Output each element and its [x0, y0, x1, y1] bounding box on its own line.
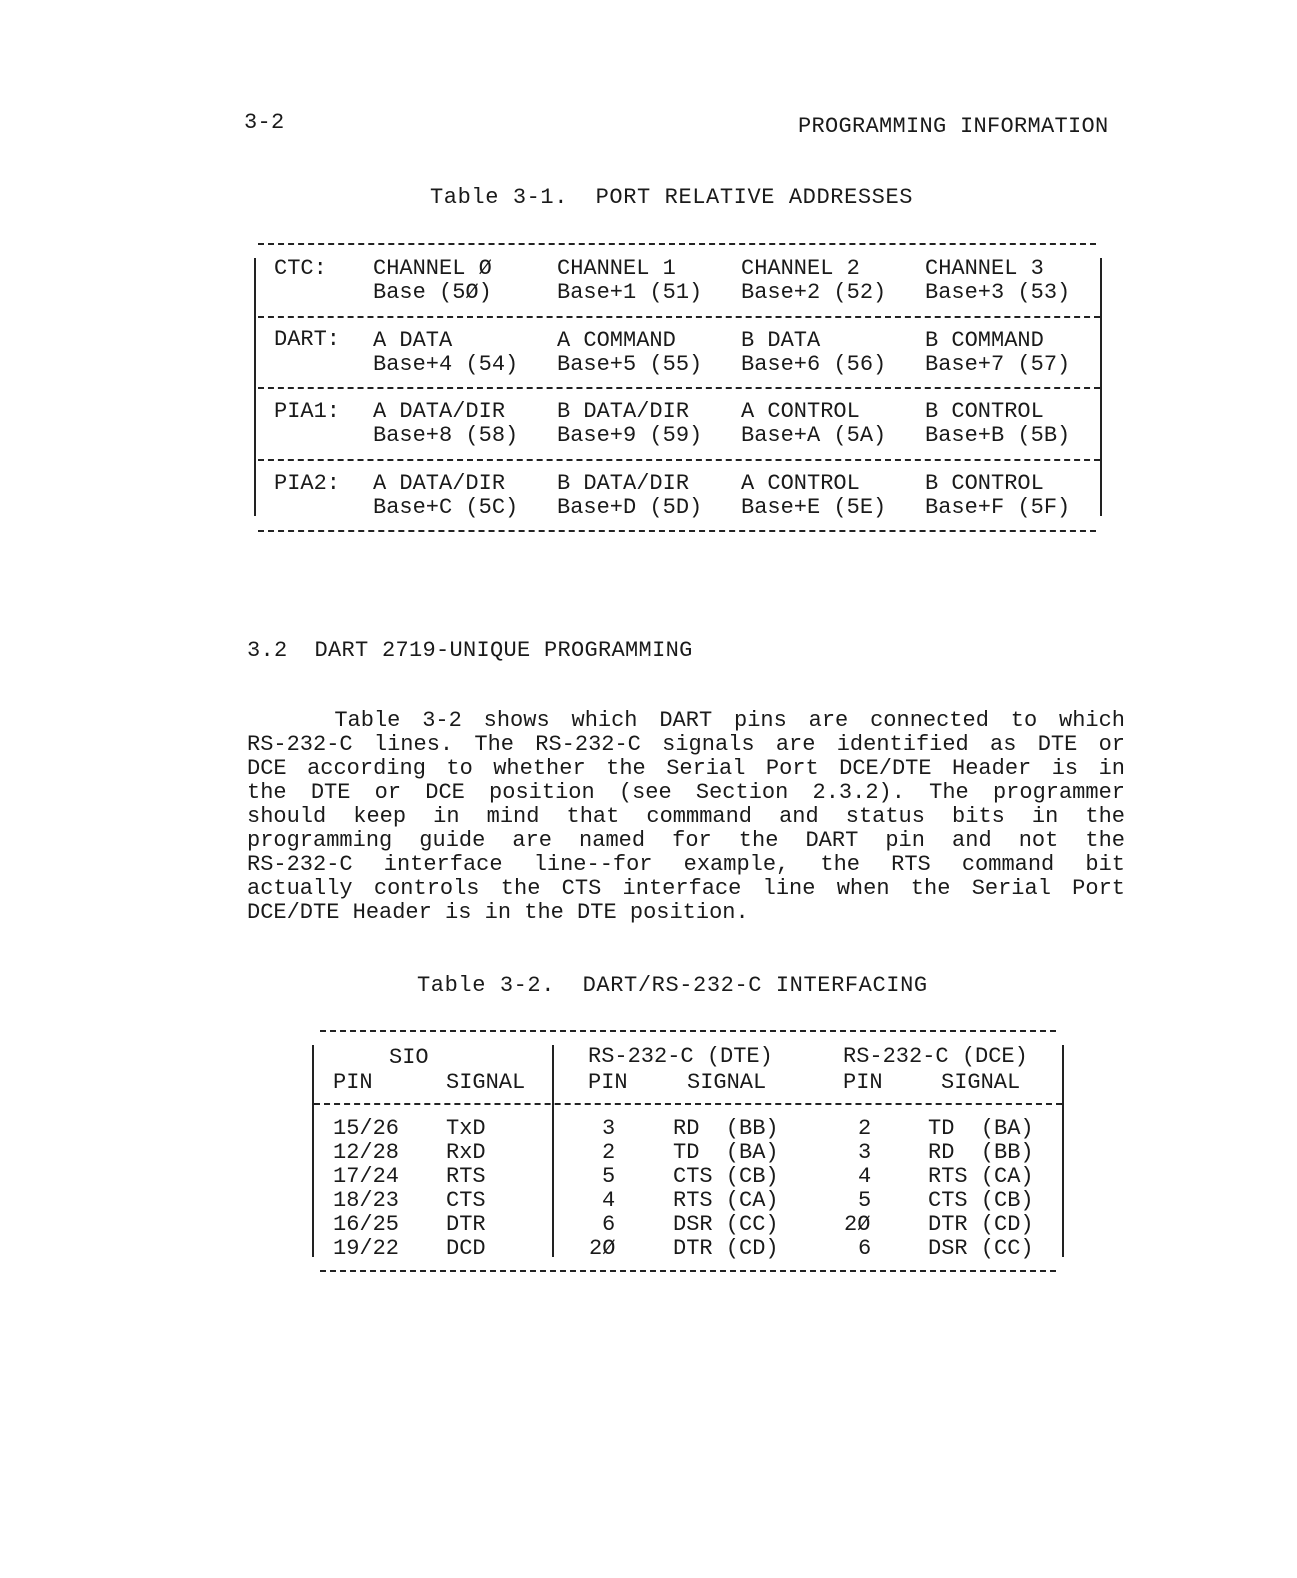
paragraph-line: RS-232-C interface line--for example, the RTS command bit — [247, 852, 1125, 877]
table1-cell: Base+6 (56) — [741, 352, 887, 377]
table2-cell: 18/23 — [333, 1188, 400, 1213]
table2-cell: DTR (CD) — [928, 1212, 1034, 1237]
paragraph-line: Table 3-2 shows which DART pins are connected to which — [247, 708, 1125, 733]
table2-cell: 12/28 — [333, 1140, 400, 1165]
table1-cell: B CONTROL — [925, 471, 1044, 496]
table1-cell: B CONTROL — [925, 399, 1044, 424]
table2-col-header: PIN — [843, 1070, 883, 1095]
table1-cell: Base+8 (58) — [373, 423, 519, 448]
table2-cell: TxD — [446, 1116, 486, 1141]
table2-cell: 2 — [858, 1116, 872, 1141]
table2-cell: CTS (CB) — [673, 1164, 779, 1189]
table2-divider — [552, 1045, 554, 1257]
table2-col-header: PIN — [588, 1070, 628, 1095]
table1-cell: CHANNEL 2 — [741, 256, 860, 281]
paragraph-line: the DTE or DCE position (see Section 2.3.2). The programmer — [247, 780, 1125, 805]
table1-rule-3 — [258, 459, 1100, 461]
table1-caption: Table 3-1. PORT RELATIVE ADDRESSES — [430, 185, 914, 210]
table1-cell: Base+A (5A) — [741, 423, 887, 448]
table2-cell: 4 — [602, 1188, 616, 1213]
table2-cell: RD (BB) — [928, 1140, 1034, 1165]
table1-cell: Base+3 (53) — [925, 280, 1071, 305]
table1-cell: Base+D (5D) — [557, 495, 703, 520]
table2-cell: CTS (CB) — [928, 1188, 1034, 1213]
table2-cell: RTS (CA) — [673, 1188, 779, 1213]
table1-cell: Base+2 (52) — [741, 280, 887, 305]
table2-cell: 2Ø — [589, 1236, 616, 1261]
table2-rule-header — [314, 1103, 1062, 1105]
table1-cell: CHANNEL 3 — [925, 256, 1044, 281]
paragraph-line: RS-232-C lines. The RS-232-C signals are identified as DTE or — [247, 732, 1125, 757]
table2-cell: RTS (CA) — [928, 1164, 1034, 1189]
table2-cell: 19/22 — [333, 1236, 400, 1261]
table2-cell: DTR (CD) — [673, 1236, 779, 1261]
paragraph-line: DCE according to whether the Serial Port DCE/DTE Header is in — [247, 756, 1125, 781]
table1-cell: Base (5Ø) — [373, 280, 492, 305]
table2-cell: 15/26 — [333, 1116, 400, 1141]
table1-rule-1 — [258, 316, 1100, 318]
table2-cell: 3 — [602, 1116, 616, 1141]
table2-cell: 6 — [602, 1212, 616, 1237]
table2-cell: 5 — [602, 1164, 616, 1189]
table1-device-pia1: PIA1: — [274, 399, 341, 424]
table2-cell: DCD — [446, 1236, 486, 1261]
table1-cell: A DATA — [373, 328, 453, 353]
section-heading: 3.2 DART 2719-UNIQUE PROGRAMMING — [247, 638, 693, 663]
table2-rule-top — [320, 1030, 1056, 1032]
table2-cell: 6 — [858, 1236, 872, 1261]
paragraph-line: should keep in mind that commmand and status bits in the — [247, 804, 1125, 829]
table2-cell: RTS — [446, 1164, 486, 1189]
table2-cell: 17/24 — [333, 1164, 400, 1189]
table2-cell: 5 — [858, 1188, 872, 1213]
table1-cell: Base+4 (54) — [373, 352, 519, 377]
table1-cell: Base+C (5C) — [373, 495, 519, 520]
table1-right-border — [1100, 258, 1102, 516]
table1-cell: Base+1 (51) — [557, 280, 703, 305]
table2-group-dte: RS-232-C (DTE) — [588, 1044, 773, 1069]
table1-cell: Base+5 (55) — [557, 352, 703, 377]
table2-cell: 3 — [858, 1140, 872, 1165]
table1-device-dart: DART: — [274, 327, 341, 352]
table1-cell: B COMMAND — [925, 328, 1044, 353]
table2-cell: 16/25 — [333, 1212, 400, 1237]
table2-cell: CTS — [446, 1188, 486, 1213]
paragraph-line: actually controls the CTS interface line when the Serial Port — [247, 876, 1125, 901]
table2-cell: TD (BA) — [928, 1116, 1034, 1141]
table1-cell: A DATA/DIR — [373, 399, 506, 424]
table1-cell: CHANNEL Ø — [373, 256, 492, 281]
table1-rule-top — [258, 243, 1096, 245]
table1-cell: Base+7 (57) — [925, 352, 1071, 377]
table2-cell: DSR (CC) — [928, 1236, 1034, 1261]
table2-caption: Table 3-2. DART/RS-232-C INTERFACING — [417, 973, 928, 998]
running-head: PROGRAMMING INFORMATION — [798, 114, 1109, 139]
table1-cell: CHANNEL 1 — [557, 256, 676, 281]
table1-cell: B DATA — [741, 328, 821, 353]
table2-group-dce: RS-232-C (DCE) — [843, 1044, 1028, 1069]
section-paragraph — [247, 709, 1125, 925]
table2-col-header: SIGNAL — [687, 1070, 767, 1095]
table2-rule-bottom — [320, 1270, 1056, 1272]
table1-left-border — [254, 258, 256, 516]
table2-cell: DTR — [446, 1212, 486, 1237]
table1-device-pia2: PIA2: — [274, 471, 341, 496]
table1-cell: A COMMAND — [557, 328, 676, 353]
table2-right-border — [1062, 1045, 1064, 1257]
table1-cell: A CONTROL — [741, 471, 860, 496]
table2-group-sio: SIO — [389, 1045, 429, 1070]
table2-left-border — [312, 1045, 314, 1257]
paragraph-line: programming guide are named for the DART pin and not the — [247, 828, 1125, 853]
table1-cell: Base+F (5F) — [925, 495, 1071, 520]
table1-cell: B DATA/DIR — [557, 471, 690, 496]
page-number: 3-2 — [244, 110, 285, 135]
table1-cell: A DATA/DIR — [373, 471, 506, 496]
table2-cell: 4 — [858, 1164, 872, 1189]
table2-cell: TD (BA) — [673, 1140, 779, 1165]
table2-cell: 2 — [602, 1140, 616, 1165]
table1-rule-2 — [258, 387, 1100, 389]
table1-device-ctc: CTC: — [274, 256, 327, 281]
table1-cell: Base+B (5B) — [925, 423, 1071, 448]
paragraph-line: DCE/DTE Header is in the DTE position. — [247, 900, 749, 925]
table2-cell: 2Ø — [844, 1212, 871, 1237]
table1-cell: Base+E (5E) — [741, 495, 887, 520]
table2-col-header: SIGNAL — [446, 1070, 526, 1095]
table1-rule-bottom — [258, 530, 1096, 532]
table2-col-header: PIN — [333, 1070, 373, 1095]
table2-col-header: SIGNAL — [941, 1070, 1021, 1095]
table2-cell: DSR (CC) — [673, 1212, 779, 1237]
table1-cell: B DATA/DIR — [557, 399, 690, 424]
table1-cell: Base+9 (59) — [557, 423, 703, 448]
table1-cell: A CONTROL — [741, 399, 860, 424]
table2-cell: RxD — [446, 1140, 486, 1165]
table2-cell: RD (BB) — [673, 1116, 779, 1141]
